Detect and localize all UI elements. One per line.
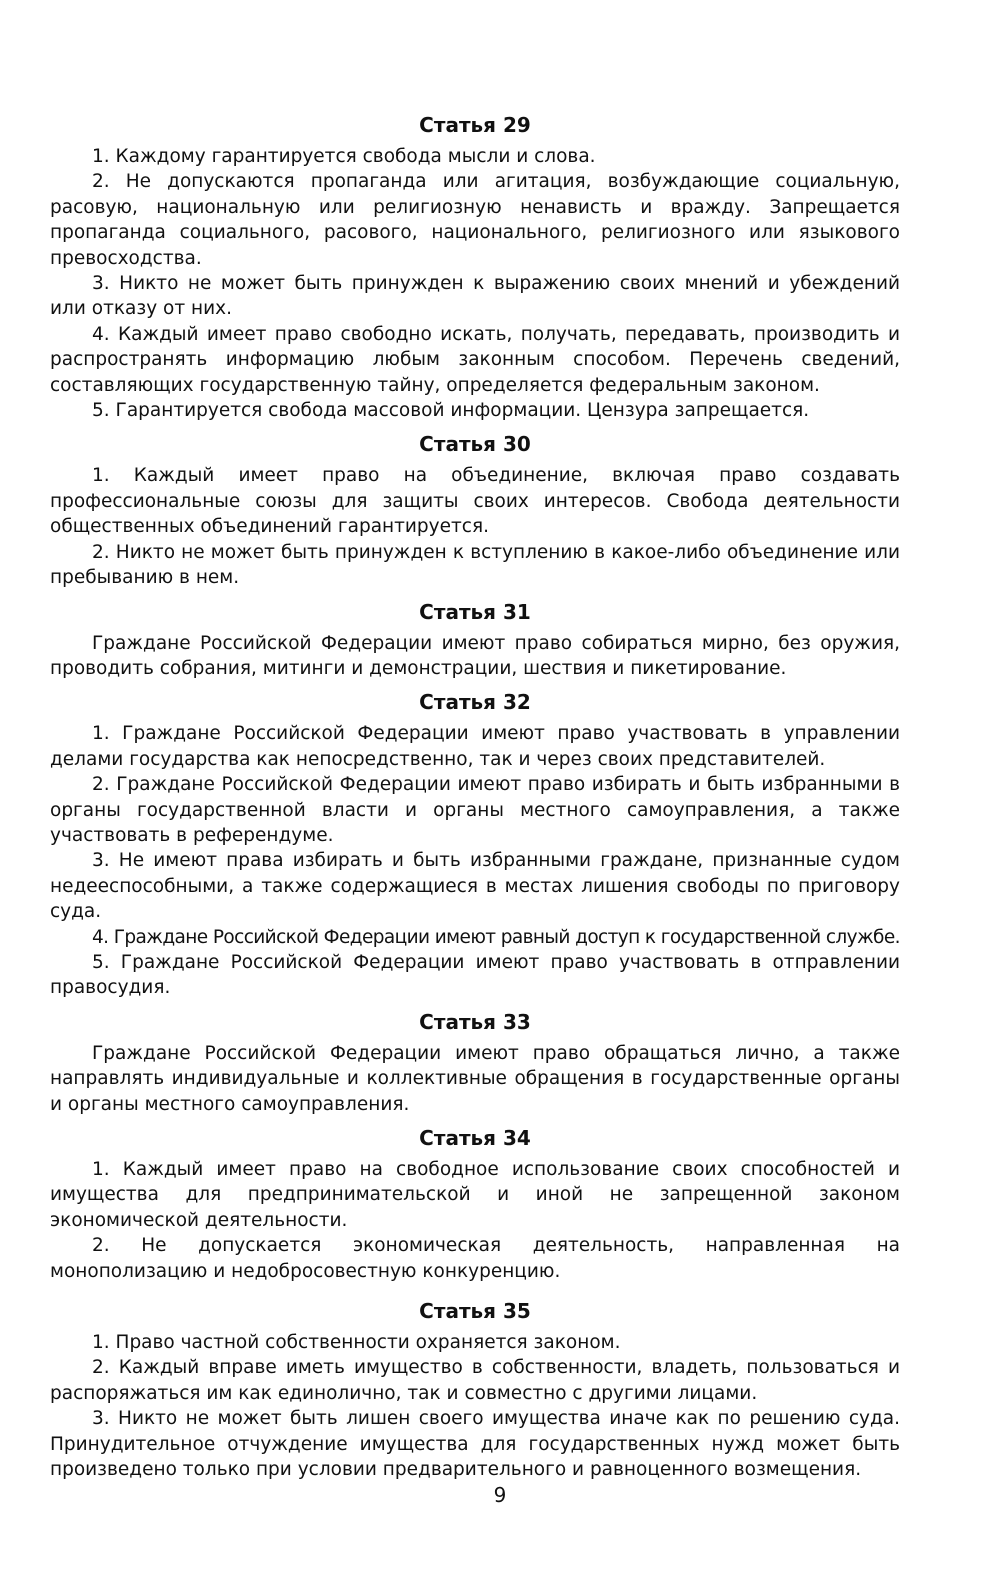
page-content [50,112,900,1482]
article-35 [50,1298,900,1482]
article-heading: Статья 29 [419,113,531,137]
article-34 [50,1125,900,1284]
page-number: 9 [493,1483,507,1507]
article-29 [50,112,900,423]
paragraph: Граждане Российской Федерации имеют право обращаться лично, а также направлять индивидуальные и коллективные обращения в государственные органы и органы местного самоуправления. [50,1042,900,1115]
paragraph: 1. Граждане Российской Федерации имеют право участвовать в управлении делами государства как непосредственно, так и через своих представителей. [50,723,900,770]
paragraph: 3. Никто не может быть принужден к выражению своих мнений и убеждений или отказу от них. [50,273,900,320]
paragraph: 3. Никто не может быть лишен своего имущества иначе как по решению суда. Принудительное отчуждение имущества для государственных нужд может быть произведено только при условии предварительного и равноценного возмещения. [50,1408,900,1481]
article-33 [50,1009,900,1117]
paragraph: 1. Каждому гарантируется свобода мысли и слова. [92,146,596,167]
paragraph: 2. Никто не может быть принужден к вступлению в какое-либо объединение или пребыванию в нем. [50,541,900,589]
paragraph: 1. Право частной собственности охраняется законом. [92,1332,621,1354]
paragraph: Граждане Российской Федерации имеют право собираться мирно, без оружия, проводить собрания, митинги и демонстрации, шествия и пикетирование. [50,632,900,679]
paragraph: 4. Каждый имеет право свободно искать, получать, передавать, производить и распространять информацию любым законным способом. Перечень сведений, составляющих государственную тайну, определяется федеральным законом. [50,323,900,396]
paragraph: 2. Каждый вправе иметь имущество в собственности, владеть, пользоваться и распоряжаться им как единолично, так и совместно с другими лицами. [50,1357,900,1404]
paragraph: 5. Гарантируется свобода массовой информации. Цензура запрещается. [92,400,810,422]
article-31 [50,599,900,682]
paragraph: 1. Каждый имеет право на объединение, включая право создавать профессиональные союзы для защиты своих интересов. Свобода деятельности общественных объединений гарантируется. [50,465,900,538]
article-heading: Статья 32 [419,690,531,715]
article-30 [50,431,900,590]
article-heading: Статья 30 [419,432,531,457]
paragraph: 2. Не допускаются пропаганда или агитация, возбуждающие социальную, расовую, национальную или религиозную ненависть и вражду. Запрещается пропаганда социального, расового, национального, религиозного или языкового превосходства. [50,171,900,269]
article-32 [50,689,900,1000]
paragraph: 5. Граждане Российской Федерации имеют право участвовать в отправлении правосудия. [50,951,900,999]
paragraph: 1. Каждый имеет право на свободное использование своих способностей и имущества для предпринимательской и иной не запрещенной законом экономической деятельности. [50,1159,900,1231]
paragraph: 2. Граждане Российской Федерации имеют право избирать и быть избранными в органы государственной власти и органы местного самоуправления, а также участвовать в референдуме. [50,774,900,846]
article-heading: Статья 35 [419,1299,531,1324]
paragraph: 4. Граждане Российской Федерации имеют равный доступ к государственной службе. [92,926,900,948]
article-heading: Статья 33 [419,1009,531,1034]
article-heading: Статья 31 [419,599,531,624]
paragraph: 3. Не имеют права избирать и быть избранными граждане, признанные судом недееспособными, а также содержащиеся в местах лишения свободы по приговору суда. [50,850,900,923]
article-heading: Статья 34 [419,1126,531,1150]
paragraph: 2. Не допускается экономическая деятельность, направленная на монополизацию и недобросовестную конкуренцию. [50,1235,900,1282]
